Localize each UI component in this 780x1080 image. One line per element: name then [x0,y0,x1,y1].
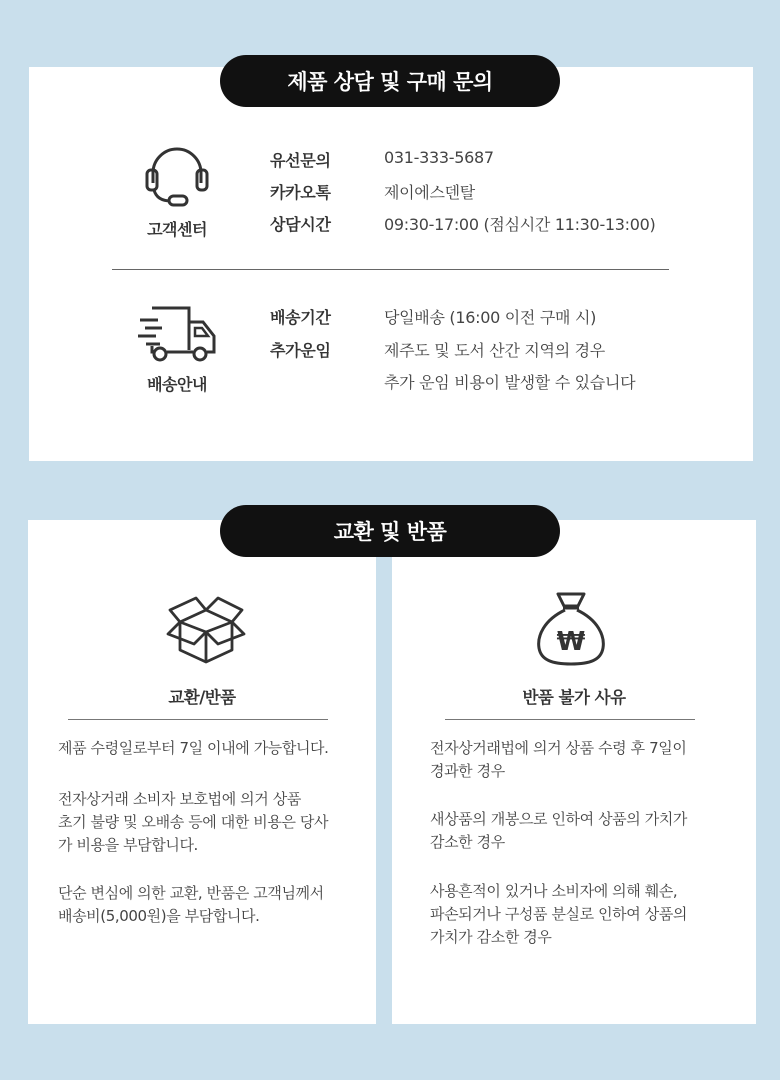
no-return-divider [445,719,695,720]
para-line: 새상품의 개봉으로 인하여 상품의 가치가 [430,810,688,828]
contact-card [29,67,753,461]
no-return-para-2 [430,808,687,854]
contact-row-kakaotalk [270,180,475,203]
row-key: 상담시간 [270,215,331,234]
row-key: 카카오톡 [270,183,331,202]
para-line: 단순 변심에 의한 교환, 반품은 고객님께서 [58,884,324,902]
svg-text:₩: ₩ [556,627,586,657]
customer-center-label: 고객센터 [147,220,207,239]
contact-divider [112,269,669,270]
contact-section-title: 제품 상담 및 구매 문의 [220,55,560,107]
money-bag-won-icon [534,590,608,666]
row-value: 추가 운임 비용이 발생할 수 있습니다 [384,373,636,392]
row-value: 09:30-17:00 (점심시간 11:30-13:00) [384,215,656,234]
shipping-row-period [270,305,596,328]
row-value: 당일배송 (16:00 이전 구매 시) [384,308,597,327]
no-return-para-3 [430,880,687,949]
no-return-reasons-title: 반품 불가 사유 [522,688,626,707]
open-box-icon [166,588,246,666]
shipping-row-extra-cont [270,370,635,393]
row-value: 제주도 및 도서 산간 지역의 경우 [384,341,605,360]
row-key: 추가운임 [270,341,331,360]
para-line: 가치가 감소한 경우 [430,928,552,946]
row-value: 제이에스덴탈 [384,183,475,202]
para-line: 초기 불량 및 오배송 등에 대한 비용은 당사 [58,813,329,831]
shipping-row-extra [270,338,605,361]
contact-row-phone [270,148,494,171]
exchange-return-title: 교환/반품 [168,688,236,707]
para-line: 경과한 경우 [430,762,505,780]
exchange-para-2 [58,788,328,857]
exchange-divider [68,719,328,720]
headset-icon [141,143,213,211]
para-line: 전자상거래법에 의거 상품 수령 후 7일이 [430,739,687,757]
para-line: 사용흔적이 있거나 소비자에 의해 훼손, [430,882,678,900]
para-line: 배송비(5,000원)을 부담합니다. [58,907,260,925]
contact-row-hours [270,212,655,235]
para-line: 감소한 경우 [430,833,505,851]
para-line: 파손되거나 구성품 분실로 인하여 상품의 [430,905,688,923]
para-line: 전자상거래 소비자 보호법에 의거 상품 [58,790,301,808]
no-return-para-1 [430,737,686,783]
exchange-para-3 [58,882,324,928]
row-value: 031-333-5687 [384,148,494,167]
exchange-section-title: 교환 및 반품 [220,505,560,557]
row-key: 배송기간 [270,308,331,327]
row-key: 유선문의 [270,151,331,170]
para-line: 가 비용을 부담합니다. [58,836,198,854]
shipping-label: 배송안내 [147,375,207,394]
exchange-para-1: 제품 수령일로부터 7일 이내에 가능합니다. [58,739,329,757]
delivery-truck-icon [136,302,222,364]
